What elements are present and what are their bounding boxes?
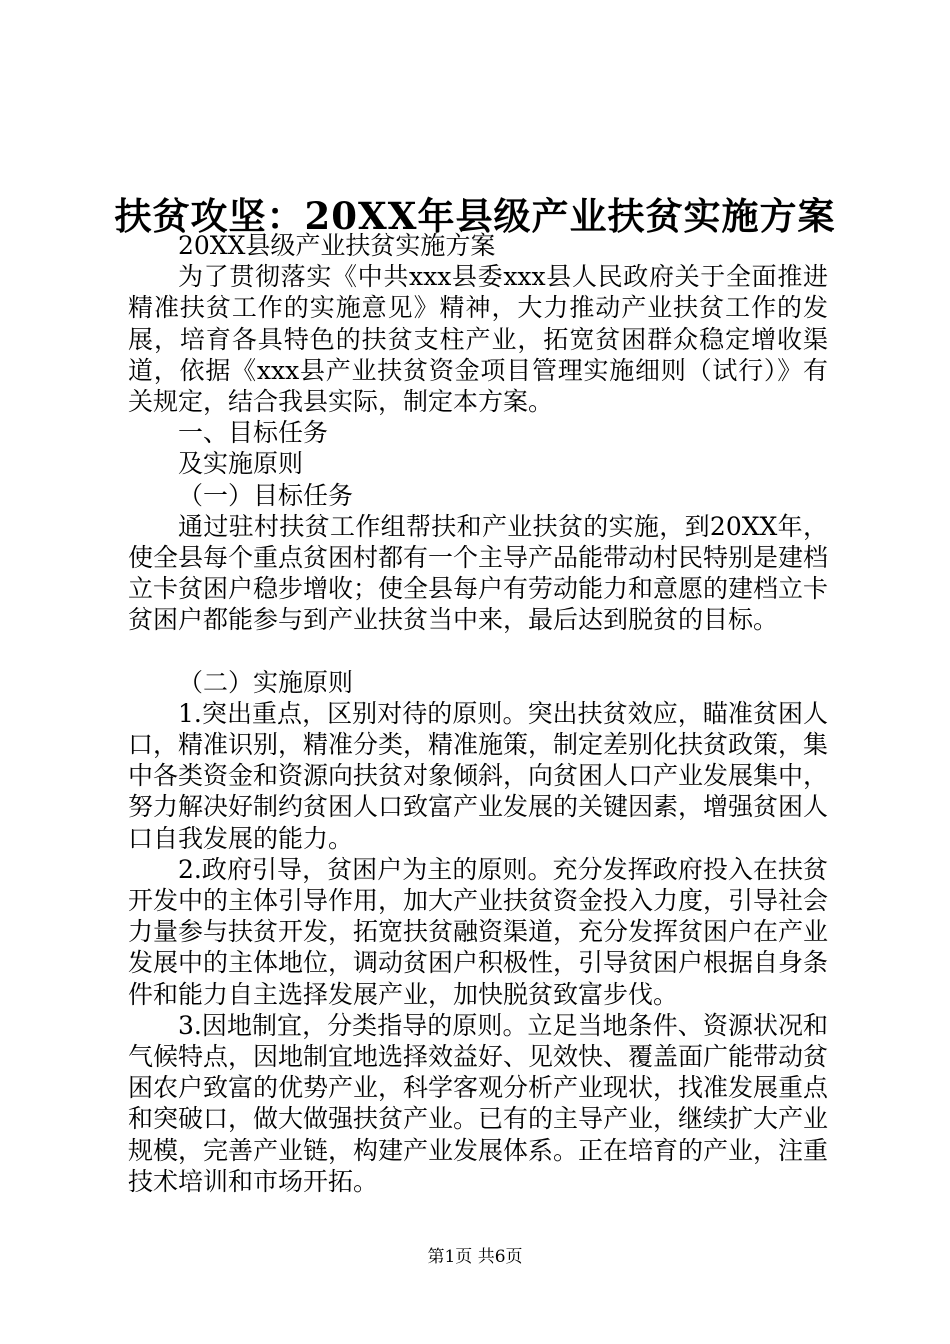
- subsection-heading: （二）实施原则: [178, 667, 354, 697]
- document-body: [128, 230, 828, 1197]
- section-heading-continued: 及实施原则: [178, 449, 304, 479]
- goal-paragraph: 通过驻村扶贫工作组帮扶和产业扶贫的实施，到20XX年，使全县每个重点贫困村都有一个主导产品能带动村民特别是建档立卡贫困户稳步增收；使全县每户有劳动能力和意愿的建档立卡贫困户都能参与到产业扶贫当中来，最后达到脱贫的目标。: [128, 511, 829, 635]
- section-heading: 一、目标任务: [178, 418, 329, 448]
- subsection-heading: （一）目标任务: [178, 480, 354, 510]
- intro-paragraph: 为了贯彻落实《中共xxx县委xxx县人民政府关于全面推进精准扶贫工作的实施意见》精神，大力推动产业扶贫工作的发展，培育各具特色的扶贫支柱产业，拓宽贫困群众稳定增收渠道，依据《xxx县产业扶贫资金项目管理实施细则（试行）》有关规定，结合我县实际，制定本方案。: [128, 262, 828, 417]
- principle-paragraph: 1.突出重点，区别对待的原则。突出扶贫效应，瞄准贫困人口，精准识别，精准分类，精准施策，制定差别化扶贫政策，集中各类资金和资源向扶贫对象倾斜，向贫困人口产业发展集中，努力解决好制约贫困人口致富产业发展的关键因素，增强贫困人口自我发展的能力。: [128, 698, 829, 853]
- page-footer: 第1页 共6页: [427, 1247, 523, 1267]
- principle-paragraph: 3.因地制宜，分类指导的原则。立足当地条件、资源状况和气候特点，因地制宜地选择效益好、见效快、覆盖面广能带动贫困农户致富的优势产业，科学客观分析产业现状，找准发展重点和突破口，做大做强扶贫产业。已有的主导产业，继续扩大产业规模，完善产业链，构建产业发展体系。正在培育的产业，注重技术培训和市场开拓。: [128, 1010, 829, 1196]
- document-title: 扶贫攻坚：20XX年县级产业扶贫实施方案: [114, 194, 836, 238]
- principle-paragraph: 2.政府引导，贫困户为主的原则。充分发挥政府投入在扶贫开发中的主体引导作用，加大产业扶贫资金投入力度，引导社会力量参与扶贫开发，拓宽扶贫融资渠道，充分发挥贫困户在产业发展中的主体地位，调动贫困户积极性，引导贫困户根据自身条件和能力自主选择发展产业，加快脱贫致富步伐。: [128, 854, 829, 1009]
- subtitle-paragraph: 20XX县级产业扶贫实施方案: [178, 231, 496, 260]
